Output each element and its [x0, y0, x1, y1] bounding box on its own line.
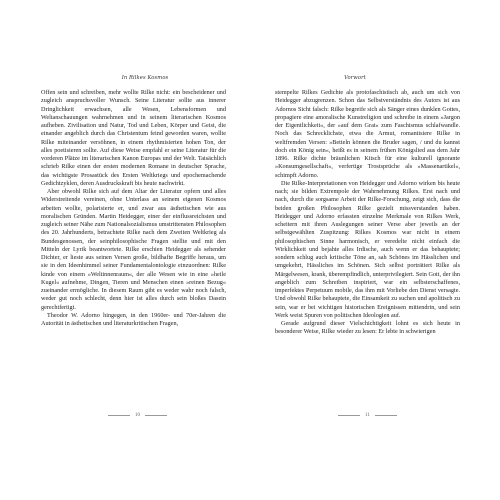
folio-rule [145, 415, 167, 416]
right-page [250, 0, 500, 500]
paragraph: Gerade aufgrund dieser Vielschichtigkeit lohnt es sich heute in besonderer Weise, Rilke wieder zu lesen: Er lebte in schwierigen [275, 320, 460, 336]
running-head-right: Vorwort [344, 75, 366, 81]
page-number: 11 [365, 413, 370, 418]
paragraph: stempelte Rilkes Gedichte als protofaschistisch ab, auch um sich von Heidegger abzugrenzen. Schon das Selbstverständnis des Autors ist aus Adornos Sicht falsch: Rilke begreife sich als Sänger eines dunklen Gottes, propagiere eine amoralische Kunstreligion und schreibe in einem »Jargon der Eigentlichkeit«, der »auf dem Grat« zum Faschismus schlafwandle. Noch das Schrecklichste, etwa die Armut, romantisiere Rilke in weltfremden Versen: »Betteln können die Bruder sagen, / und du kannst doch ein König sein«, heißt es in seinem frühen Königslied aus dem Jahr 1896. Rilke dichte bräunlichen Kitsch für eine kulturell ignorante »Konsumgesellschaft«, verfertige Trostsprüche als »Massenartikel«, schimpft Adorno. [275, 89, 460, 179]
folio-rule [108, 415, 130, 416]
paragraph: Offen sein und schreiben, mehr wollte Rilke nicht: ein bescheidener und zugleich anspruchsvoller Wunsch. Seine Literatur sollte aus innerer Dringlichkeit erwachsen, alle Wesen, Lebensformen und Weltanschauungen wahrnehmen und in seinem literarischen Kosmos aufheben. Zivilisation und Natur, Tod und Leben, Körper und Geist, die einander angeblich durch das Christentum feind geworden waren, wollte Rilke miteinander versöhnen, in einem rhythmisierten hohen Ton, der alles poetisieren sollte. Auf diese Weise empfahl er seine Literatur für die vorderen Plätze im literarischen Kanon Europas und der Welt. Tatsächlich schrieb Rilke einen der ersten modernen Romane in deutscher Sprache, das wichtigste Prosastück des Ersten Weltkriegs und epochemachende Gedichtzyklen, deren Ausdruckskraft bis heute nachwirkt. [41, 89, 226, 187]
paragraph: Die Rilke-Interpretationen von Heidegger und Adorno wirken bis heute nach; sie bilden Extrempole der Wahrnehmung Rilkes. Erst nach und nach, durch die sorgsame Arbeit der Rilke-Forschung, zeigt sich, dass die beiden großen Philosophen Rilke gezielt missverstanden haben. Heidegger und Adorno erfassten einzelne Merkmale von Rilkes Werk, scheitern mit ihren Auslegungen seiner Verse aber jeweils an der selbstgewählten Zuspitzung: Rilkes Kosmos war nicht in einem philosophischen Sinne harmonisch, er veredelte nicht einfach die Wirklichkeit und bejahte alles Irdische, auch wenn er das behauptete; sondern schlug auch kritische Töne an, sah Schönes im Hässlichen und umgekehrt, Hässliches im Schönen. Sich selbst porträtiert Rilke als Märgelwesen, krank, überempfindlich, unterprivilegiert. Sein Gott, der ihn angeblich zum Schreiben inspiriert, war ein selbsterschaffenes, imperfektes Perpetuum mobile, das ihm mit Vorliebe den Dienst versagte. Und obwohl Rilke behauptete, die Einsamkeit zu suchen und apolitisch zu sein, war er bei wichtigen historischen Ereignissen mittendrin, und sein Werk weist Spuren von politischen Ideologien auf. [275, 179, 460, 319]
page-number: 10 [135, 413, 140, 418]
paragraph: Theodor W. Adorno hingegen, in den 1960er- und 70er-Jahren die Autorität in ästhetischen und literaturkritischen Fragen, [41, 311, 226, 327]
folio-rule [338, 415, 360, 416]
page-number-left [108, 413, 167, 418]
left-page-body [41, 89, 226, 328]
paragraph: Aber obwohl Rilke sich auf dem Altar der Literatur opfern und alles Widerstreitende vereinen, ohne Unterlass an seinem eigenen Kosmos arbeiten wollte, polarisierte er, und zwar aus ästhetischen wie aus moralischen Gründen. Martin Heidegger, einer der einflussreichsten und zugleich seiner Nähe zum Nationalsozialismus umstrittensten Philosophen des 20. Jahrhunderts, betrachtete Rilke nach dem Zweiten Weltkrieg als Bundesgenossen, der seinphilosophische Fragen stellte und mit den Mitteln der Lyrik beantwortete. Rilke erschien Heidegger als sehender Dichter, er lieste aus seinen Versen große, bildhafte Begriffe heraus, um sie in den Ideenhimmel seiner Fundamentalontologie einzuordnen: Rilke kinde von einem »Weltinnenraum«, der alle Wesen wie in eine »heile Kugel« aufnehme, Dingen, Tieren und Menschen einen »reinen Bezug« zueinander ermögliche. In diesem Raum gibt es weder wahr noch falsch, weder gut noch schlecht, denn hier ist alles durch sein bloßes Dasein gerechtfertigt. [41, 188, 226, 311]
page-number-right [338, 413, 397, 418]
folio-rule [375, 415, 397, 416]
running-head-left: In Rilkes Kosmos [121, 75, 169, 81]
right-page-body [275, 89, 460, 337]
